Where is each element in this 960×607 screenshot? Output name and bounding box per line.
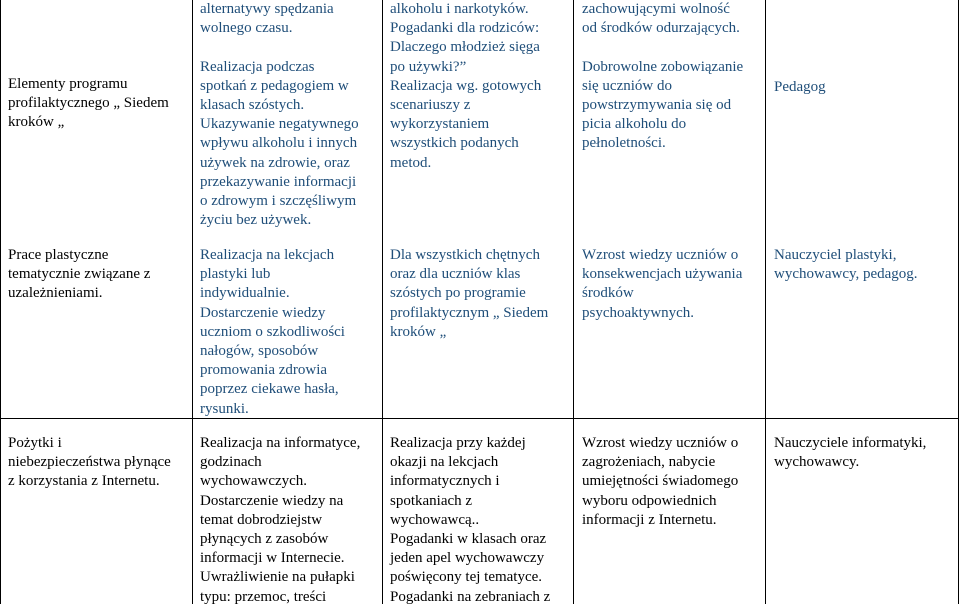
realization-cell: alternatywy spędzania wolnego czasu. Realizacja podczas spotkań z pedagogiem w klasach szóstych. Ukazywanie negatywnego wpływu alkoholu i innych używek na zdrowie, oraz przekazywanie informacji o zdrowym i szczęśliwym życiu bez używek. (200, 1, 359, 229)
responsible-cell: Nauczyciele informatyki, wychowawcy. (774, 435, 927, 471)
table-border-left (0, 0, 1, 604)
effect-cell: zachowującymi wolność od środków odurzających. Dobrowolne zobowiązanie się uczniów do powstrzymywania się od picia alkoholu do pełnoletności. (582, 1, 744, 152)
table-divider-col-3 (573, 0, 574, 604)
program-elements-cell: Elementy programu profilaktycznego „ Siedem kroków „ (8, 76, 169, 131)
table-divider-col-2 (382, 0, 383, 604)
table-divider-row-1 (0, 418, 959, 419)
method-cell: alkoholu i narkotyków. Pogadanki dla rodziców: Dlaczego młodzież sięga po używki?” Realizacja wg. gotowych scenariuszy z wykorzystaniem wszystkich podanych metod. (390, 1, 542, 171)
effect-cell: Wzrost wiedzy uczniów o zagrożeniach, nabycie umiejętności świadomego wyboru odpowiednich informacji z Internetu. (582, 435, 739, 528)
method-cell: Realizacja przy każdej okazji na lekcjach informatycznych i spotkaniach z wychowawcą.. Pogadanki w klasach oraz jeden apel wychowawczy poświęcony tej tematyce. Pogadanki na zebraniach z (390, 435, 551, 605)
program-elements-cell: Pożytki i niebezpieczeństwa płynące z korzystania z Internetu. (8, 435, 171, 490)
program-elements-cell: Prace plastyczne tematycznie związane z uzależnieniami. (8, 247, 151, 302)
method-cell: Dla wszystkich chętnych oraz dla uczniów klas szóstych po programie profilaktycznym „ Siedem kroków „ (390, 247, 549, 340)
responsible-cell: Nauczyciel plastyki, wychowawcy, pedagog. (774, 247, 918, 283)
responsible-cell: Pedagog (774, 79, 826, 95)
realization-cell: Realizacja na informatyce, godzinach wychowawczych. Dostarczenie wiedzy na temat dobrodziejstw płynących z zasobów informacji w Internecie. Uwrażliwienie na pułapki typu: przemoc, treści (200, 435, 361, 605)
realization-cell: Realizacja na lekcjach plastyki lub indywidualnie. Dostarczenie wiedzy uczniom o szkodliwości nałogów, sposobów promowania zdrowia poprzez ciekawe hasła, rysunki. (200, 247, 345, 417)
table-divider-col-4 (765, 0, 766, 604)
table-border-right (958, 0, 959, 604)
effect-cell: Wzrost wiedzy uczniów o konsekwencjach używania środków psychoaktywnych. (582, 247, 743, 321)
table-divider-col-1 (192, 0, 193, 604)
